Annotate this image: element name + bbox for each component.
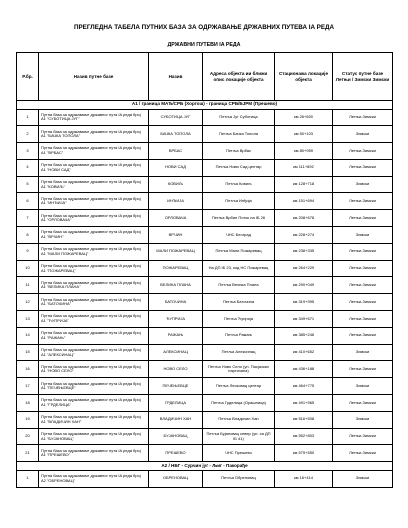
- row-base-name: Путна база за одржавање државног пута IA реда број A1 "МАЛИ ПОЖАРЕВАЦ": [39, 243, 149, 260]
- row-number: 13: [17, 311, 39, 328]
- row-address: Петља Баточина: [203, 294, 275, 311]
- row-place: ВРБАС: [149, 143, 203, 160]
- header-base-name: Назив путне базе: [39, 53, 149, 101]
- section-title: A1 / граница МАЂ/СРБ (Хоргош) - граница СРБ/БЈРМ (Прешево): [17, 101, 393, 110]
- header-place: Назив: [149, 53, 203, 101]
- row-place: МАЛИ ПОЖАРЕВАЦ: [149, 243, 203, 260]
- row-place: ПРЕШЕВО: [149, 445, 203, 462]
- row-place: ВРЧИН: [149, 227, 203, 244]
- row-address: Петља Инђија: [203, 193, 275, 210]
- row-number: 2: [17, 126, 39, 143]
- table-row: [17, 470, 393, 487]
- row-status: Летњи-Зимски: [333, 311, 393, 328]
- row-status: Летњи-Зимски: [333, 428, 393, 445]
- table-row: [17, 311, 393, 328]
- row-address: На ДП IБ 23, код НС Пожаревац: [203, 260, 275, 277]
- row-place: ЋУПРИЈА: [149, 311, 203, 328]
- row-number: 14: [17, 327, 39, 344]
- row-chainage: км 151+694: [275, 193, 333, 210]
- row-status: Летњи-Зимски: [333, 327, 393, 344]
- row-address: Петља Ново Село (уп. Пасјачких партизана): [203, 361, 275, 378]
- row-chainage: км 552+803: [275, 428, 333, 445]
- row-status: Летњи-Зимски: [333, 277, 393, 294]
- row-base-name: Путна база за одржавање државног пута IA реда број A1 "РАЖАЊ": [39, 327, 149, 344]
- table-row: [17, 428, 393, 445]
- row-status: Летњи-Зимски: [333, 243, 393, 260]
- table-row: [17, 395, 393, 412]
- table-row: [17, 445, 393, 462]
- row-address: Петља Нови Сад центар: [203, 159, 275, 176]
- row-status: Летњи-Зимски: [333, 143, 393, 160]
- row-status: Зимски: [333, 176, 393, 193]
- row-number: 18: [17, 395, 39, 412]
- row-chainage: км 50+103: [275, 126, 333, 143]
- row-number: 4: [17, 159, 39, 176]
- row-address: Петља Ћуприја: [203, 311, 275, 328]
- section-header-row: [17, 462, 393, 471]
- row-status: Зимски: [333, 126, 393, 143]
- row-place: СУБОТИЦА ЈУГ: [149, 109, 203, 126]
- section-title: A2 / НБГ - Сурчин југ - Љиг - Пакорађе: [17, 462, 393, 471]
- row-place: БАТОЧИНА: [149, 294, 203, 311]
- row-chainage: км 410+652: [275, 344, 333, 361]
- table-row: [17, 277, 393, 294]
- row-chainage: км 80+959: [275, 143, 333, 160]
- row-address: Петља Ковиљ: [203, 176, 275, 193]
- row-status: Летњи-Зимски: [333, 445, 393, 462]
- table-row: [17, 109, 393, 126]
- row-address: Петља Лесковац центар: [203, 378, 275, 395]
- row-status: Летњи-Зимски: [333, 294, 393, 311]
- table-row: [17, 176, 393, 193]
- row-chainage: км 385+246: [275, 327, 333, 344]
- row-base-name: Путна база за одржавање државног пута IA реда број A1 "БАЧКА ТОПОЛА": [39, 126, 149, 143]
- row-number: 6: [17, 193, 39, 210]
- row-number: 3: [17, 143, 39, 160]
- road-bases-table: [16, 52, 393, 488]
- row-chainage: км 491+965: [275, 395, 333, 412]
- row-base-name: Путна база за одржавање државног пута IA реда број A1 "БУЈАНОВАЦ": [39, 428, 149, 445]
- row-number: 7: [17, 210, 39, 227]
- row-number: 17: [17, 378, 39, 395]
- row-base-name: Путна база за одржавање државног пута IA реда број A1 "ВРЧИН": [39, 227, 149, 244]
- table-row: [17, 227, 393, 244]
- row-status: Летњи-Зимски: [333, 109, 393, 126]
- row-address: Петља Врбин Поток на IБ 26: [203, 210, 275, 227]
- row-base-name: Путна база за одржавање државног пута IA реда број A1 "ПОЖАРЕВАЦ": [39, 260, 149, 277]
- row-status: Летњи-Зимски: [333, 260, 393, 277]
- row-base-name: Путна база за одржавање државног пута IA реда број A1 "ЋУПРИЈА": [39, 311, 149, 328]
- row-place: БАЧКА ТОПОЛА: [149, 126, 203, 143]
- header-chainage: Стационажа локације објекта: [275, 53, 333, 101]
- table-row: [17, 411, 393, 428]
- row-number: 10: [17, 260, 39, 277]
- row-number: 19: [17, 411, 39, 428]
- row-status: Летњи-Зимски: [333, 361, 393, 378]
- table-row: [17, 260, 393, 277]
- row-base-name: Путна база за одржавање државног пута IA реда број A1 "ИНЂИЈА": [39, 193, 149, 210]
- document-title: ПРЕГЛЕДНА ТАБЕЛА ПУТНИХ БАЗА ЗА ОДРЖАВАЊЕ ДРЖАВНИХ ПУТЕВА IA РЕДА: [73, 24, 335, 31]
- row-address: Петља Бачка Топола: [203, 126, 275, 143]
- table-header-row: [17, 53, 393, 101]
- row-status: Зимски: [333, 470, 393, 487]
- row-base-name: Путна база за одржавање државног пута IA реда број A1 "ВЛАДИЧИН ХАН": [39, 411, 149, 428]
- row-chainage: км 228+274: [275, 227, 333, 244]
- row-number: 9: [17, 243, 39, 260]
- row-number: 5: [17, 176, 39, 193]
- row-number: 1: [17, 470, 39, 487]
- row-status: Летњи-Зимски: [333, 193, 393, 210]
- row-address: Петља Владичин Хан: [203, 411, 275, 428]
- table-row: [17, 243, 393, 260]
- row-base-name: Путна база за одржавање државног пута IA реда број A1 "СУБОТИЦА ЈУГ": [39, 109, 149, 126]
- row-address: Петља Ражањ: [203, 327, 275, 344]
- row-place: НОВО СЕЛО: [149, 361, 203, 378]
- row-chainage: км 26+600: [275, 109, 333, 126]
- row-chainage: км 238+335: [275, 243, 333, 260]
- table-row: [17, 126, 393, 143]
- row-chainage: км 319+995: [275, 294, 333, 311]
- row-chainage: км 464+775: [275, 378, 333, 395]
- row-status: Зимски: [333, 411, 393, 428]
- row-base-name: Путна база за одржавање државног пута IA реда број A1 "АЛЕКСИНАЦ": [39, 344, 149, 361]
- row-place: ПЕЧЕЊЕВЦЕ: [149, 378, 203, 395]
- row-status: Летњи-Зимски: [333, 159, 393, 176]
- row-address: Петља Велика Плана: [203, 277, 275, 294]
- table-row: [17, 159, 393, 176]
- header-number: Р.бр.: [17, 53, 39, 101]
- table-row: [17, 378, 393, 395]
- row-address: Петља Алексинац: [203, 344, 275, 361]
- row-place: ГРДЕЛИЦА: [149, 395, 203, 412]
- row-place: ИНЂИЈА: [149, 193, 203, 210]
- row-chainage: км 128+718: [275, 176, 333, 193]
- table-row: [17, 143, 393, 160]
- row-status: Летњи-Зимски: [333, 395, 393, 412]
- row-status: Зимски: [333, 344, 393, 361]
- table-row: [17, 193, 393, 210]
- row-address: Петља Бујановац север (уп. са ДП IБ 41): [203, 428, 275, 445]
- row-place: РАЖАЊ: [149, 327, 203, 344]
- row-base-name: Путна база за одржавање државног пута IA реда број A1 "ОРЛОВАЧА": [39, 210, 149, 227]
- row-base-name: Путна база за одржавање државног пута IA реда број A1 "БАТОЧИНА": [39, 294, 149, 311]
- row-place: БУЈАНОВАЦ: [149, 428, 203, 445]
- row-chainage: км 16+414: [275, 470, 333, 487]
- row-address: Петља Мали Пожаревац: [203, 243, 275, 260]
- row-status: Летњи-Зимски: [333, 210, 393, 227]
- row-base-name: Путна база за одржавање државног пута IA реда број A1 "ПРЕШЕВО": [39, 445, 149, 462]
- row-chainage: км 516+508: [275, 411, 333, 428]
- row-base-name: Путна база за одржавање државног пута IA реда број A2 "ОБРЕНОВАЦ": [39, 470, 149, 487]
- row-address: Петља Грделица (Орашница): [203, 395, 275, 412]
- row-status: Зимски: [333, 227, 393, 244]
- row-place: КОВИЉ: [149, 176, 203, 193]
- section-header-row: [17, 101, 393, 110]
- row-place: ОРЛОВАЧА: [149, 210, 203, 227]
- row-status: Зимски: [333, 378, 393, 395]
- table-row: [17, 327, 393, 344]
- row-place: ПОЖАРЕВАЦ: [149, 260, 203, 277]
- row-chainage: км 436+188: [275, 361, 333, 378]
- row-place: ВЛАДИЧИН ХАН: [149, 411, 203, 428]
- row-address: ЧНС Прешево: [203, 445, 275, 462]
- row-chainage: км 111+892: [275, 159, 333, 176]
- row-base-name: Путна база за одржавање државног пута IA реда број A1 "КОВИЉ": [39, 176, 149, 193]
- row-number: 16: [17, 361, 39, 378]
- row-number: 20: [17, 428, 39, 445]
- row-number: 8: [17, 227, 39, 244]
- row-chainage: км 349+671: [275, 311, 333, 328]
- row-address: Петља Врбас: [203, 143, 275, 160]
- table-row: [17, 344, 393, 361]
- row-number: 11: [17, 277, 39, 294]
- document-subtitle: ДРЖАВНИ ПУТЕВИ IA РЕДА: [167, 42, 241, 48]
- row-number: 15: [17, 344, 39, 361]
- row-base-name: Путна база за одржавање државног пута IA реда број A1 "ГРДЕЛИЦА": [39, 395, 149, 412]
- row-chainage: км 264+229: [275, 260, 333, 277]
- row-base-name: Путна база за одржавање државног пута IA реда број A1 "НОВИ САД": [39, 159, 149, 176]
- table-row: [17, 210, 393, 227]
- row-place: АЛЕКСИНАЦ: [149, 344, 203, 361]
- row-base-name: Путна база за одржавање државног пута IA реда број A1 "ВЕЛИКА ПЛАНА": [39, 277, 149, 294]
- row-address: ЧНС Београд: [203, 227, 275, 244]
- row-address: Петља Обреновац: [203, 470, 275, 487]
- row-number: 12: [17, 294, 39, 311]
- row-chainage: км 290+049: [275, 277, 333, 294]
- row-chainage: км 208+678: [275, 210, 333, 227]
- table-row: [17, 361, 393, 378]
- row-place: НОВИ САД: [149, 159, 203, 176]
- row-place: ВЕЛИКА ПЛАНА: [149, 277, 203, 294]
- row-base-name: Путна база за одржавање државног пута IA реда број A1 "ПЕЧЕЊЕВЦЕ": [39, 378, 149, 395]
- header-status: Статус путне базе Летњи / Зимски Зимски: [333, 53, 393, 101]
- row-number: 1: [17, 109, 39, 126]
- row-place: ОБРЕНОВАЦ: [149, 470, 203, 487]
- row-base-name: Путна база за одржавање државног пута IA реда број A1 "ВРБАС": [39, 143, 149, 160]
- header-address: Адреса објекта ии ближи опис локације објекта: [203, 53, 275, 101]
- row-chainage: км 575+550: [275, 445, 333, 462]
- row-number: 21: [17, 445, 39, 462]
- table-row: [17, 294, 393, 311]
- row-base-name: Путна база за одржавање државног пута IA реда број A1 "НОВО СЕЛО": [39, 361, 149, 378]
- row-address: Петља Југ Суботица: [203, 109, 275, 126]
